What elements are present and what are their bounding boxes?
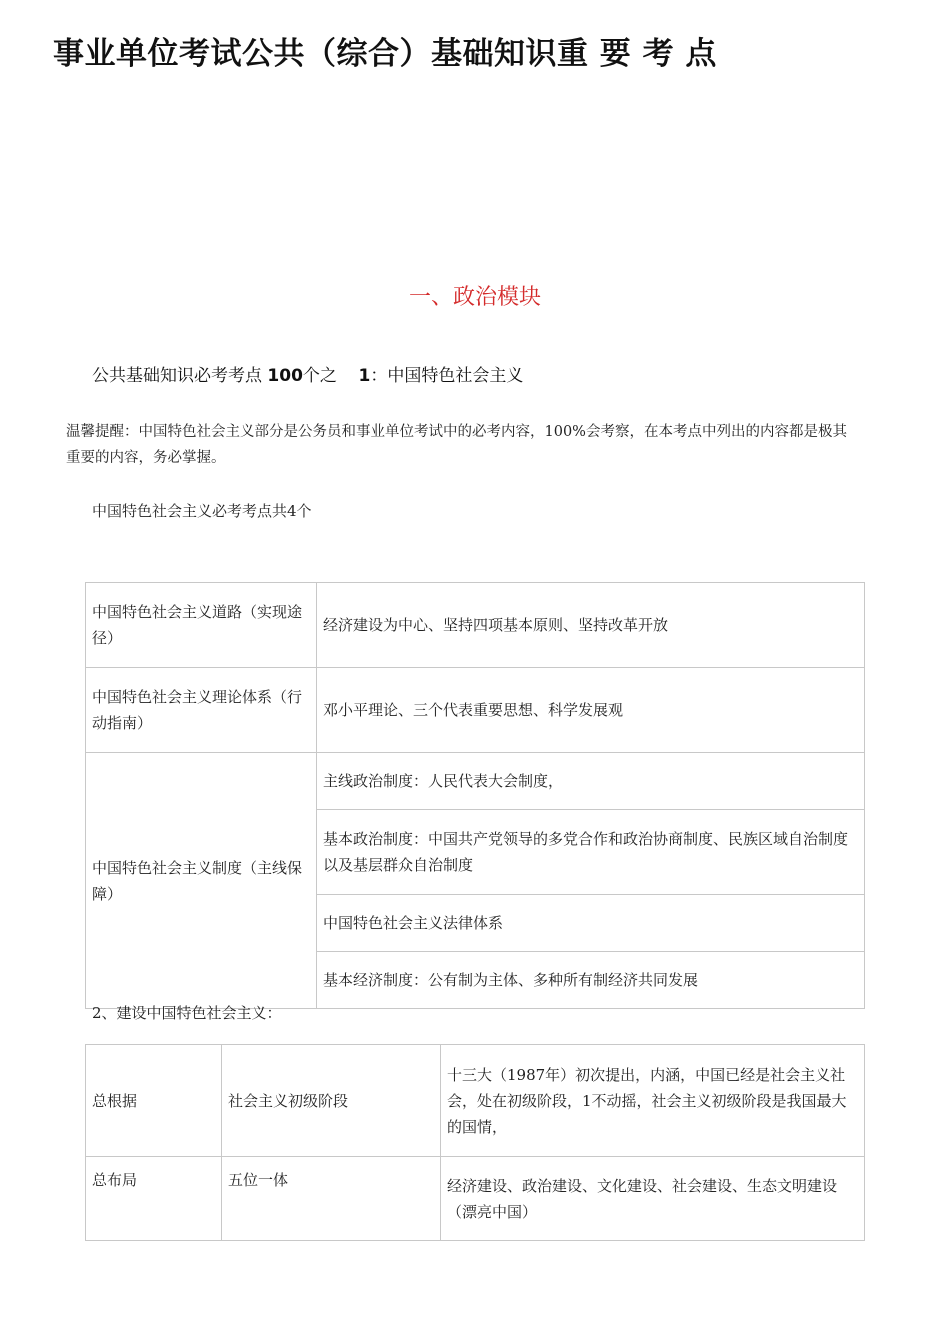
- tip-paragraph: 温馨提醒：中国特色社会主义部分是公务员和事业单位考试中的必考内容，100%会考察，在本考点中列出的内容都是极其重要的内容，务必掌握。: [66, 424, 847, 466]
- table-cell: 经济建设、政治建设、文化建设、社会建设、生态文明建设（漂亮中国）: [441, 1157, 865, 1241]
- subhead-suffix: ：中国特色社会主义: [370, 366, 524, 386]
- table-cell-right: 经济建设为中心、坚持四项基本原则、坚持改革开放: [317, 583, 865, 668]
- table-row: [86, 753, 865, 810]
- table-cell-left: 中国特色社会主义理论体系（行动指南）: [86, 668, 317, 753]
- table-cell: 社会主义初级阶段: [222, 1045, 441, 1157]
- table-cell-right: 基本政治制度：中国共产党领导的多党合作和政治协商制度、民族区域自治制度以及基层群众自治制度: [317, 810, 865, 895]
- table-row: [86, 583, 865, 668]
- subhead-count: 100: [267, 366, 303, 386]
- subhead-prefix: 公共基础知识必考考点: [92, 366, 262, 386]
- table-cell-right: 邓小平理论、三个代表重要思想、科学发展观: [317, 668, 865, 753]
- construction-table: [85, 1044, 865, 1241]
- subhead: [92, 361, 523, 386]
- subsection-2-heading: 2、建设中国特色社会主义：: [92, 1004, 282, 1022]
- table-cell: 十三大（1987年）初次提出，内涵，中国已经是社会主义社会，处在初级阶段，1不动摇，社会主义初级阶段是我国最大的国情，: [441, 1045, 865, 1157]
- table-cell-left: 中国特色社会主义道路（实现途径）: [86, 583, 317, 668]
- subhead-mid: 个之: [302, 366, 337, 386]
- table-row: [86, 1157, 865, 1241]
- socialism-table: [85, 582, 865, 1009]
- section-title: 一、政治模块: [408, 285, 541, 310]
- document-title: 事业单位考试公共（综合）基础知识重 要 考 点: [53, 36, 717, 72]
- table-cell: 五位一体: [222, 1157, 441, 1241]
- table-cell-right: 主线政治制度：人民代表大会制度，: [317, 753, 865, 810]
- table-cell: 总根据: [86, 1045, 222, 1157]
- table-cell-left: 中国特色社会主义制度（主线保障）: [86, 753, 317, 1009]
- subhead-index: 1: [358, 366, 371, 386]
- table-cell-right: 中国特色社会主义法律体系: [317, 895, 865, 952]
- table-cell: 总布局: [86, 1157, 222, 1241]
- table-cell-right: 基本经济制度：公有制为主体、多种所有制经济共同发展: [317, 952, 865, 1009]
- table-row: [86, 668, 865, 753]
- table-row: [86, 1045, 865, 1157]
- count-line: 中国特色社会主义必考考点共4个: [92, 502, 312, 520]
